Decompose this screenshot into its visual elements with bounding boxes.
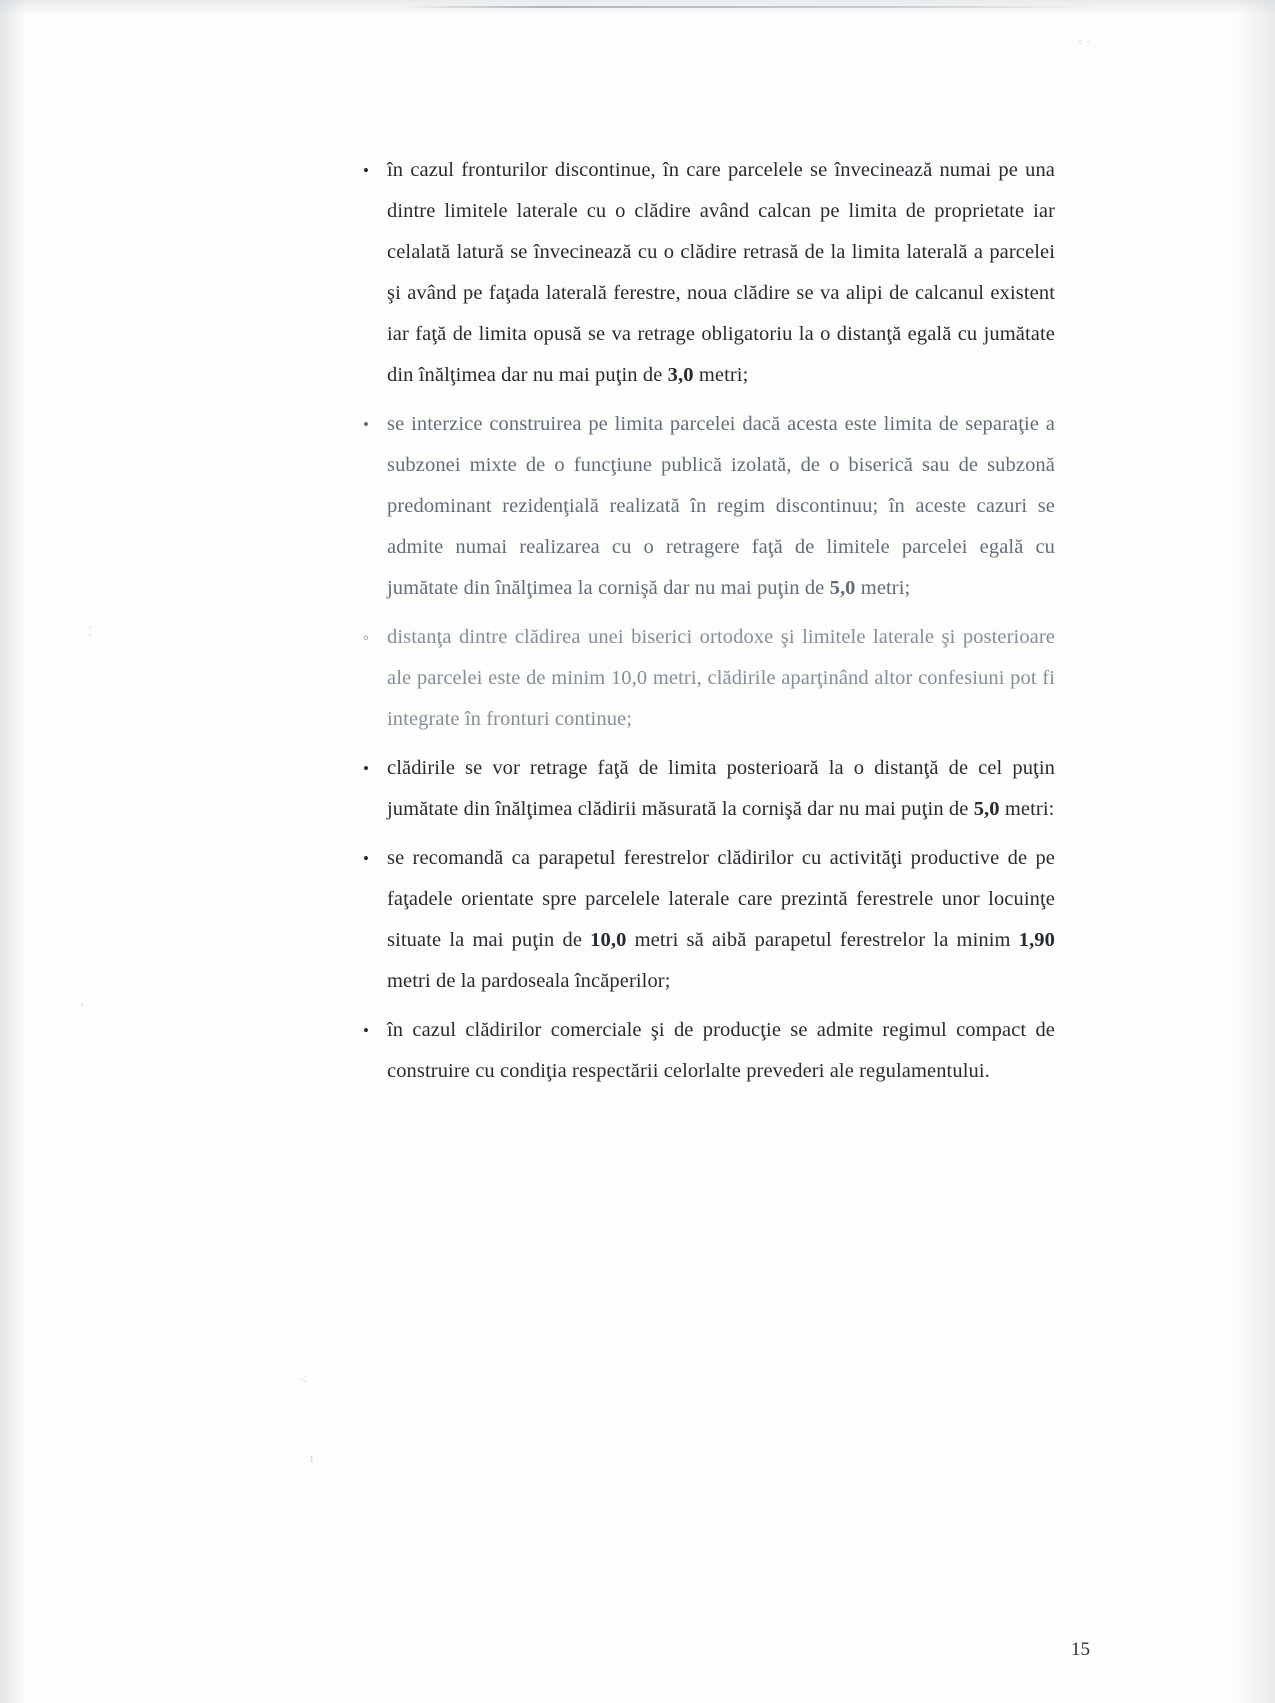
- regulation-bullet-list: [355, 150, 1055, 1092]
- text-run: distanţa dintre clădirea unei biserici ortodoxe şi limitele laterale şi posterioare ale parcelei este de minim: [387, 626, 1055, 689]
- bullet-marker-icon: •: [363, 161, 370, 180]
- bullet-item: [355, 748, 1055, 830]
- bullet-text: [387, 159, 1055, 386]
- text-run: metri de la pardoseala încăperilor;: [387, 970, 671, 992]
- text-run: în cazul clădirilor comerciale şi de producţie se admite regimul compact de construire cu condiţia respectării celorlalte prevederi ale regulamentului.: [387, 1019, 1055, 1082]
- text-run: se interzice construirea pe limita parcelei dacă acesta este limita de separaţie a subzonei mixte de o funcţiune publică izolată, de o biserică sau de subzonă predominant rezidenţială realizată în regim discontinuu; în aceste cazuri se admite numai realizarea cu o retragere faţă de limitele parcelei egală cu jumătate din înălţimea la cornişă dar nu mai puţin de: [387, 413, 1055, 599]
- bullet-item: [355, 617, 1055, 740]
- emphasis-value: 3,0: [667, 364, 694, 386]
- page-number: 15: [1071, 1639, 1090, 1660]
- scan-artifact-mark-bottom: ı: [310, 1450, 314, 1465]
- bullet-marker-icon: ◦: [363, 628, 370, 647]
- bullet-marker-icon: •: [363, 415, 370, 434]
- bullet-text: [387, 626, 1055, 730]
- bullet-text: [387, 1019, 1055, 1082]
- page-edge-shadow-left: [0, 0, 26, 1703]
- scan-artifact-mark-lower: ⁖: [300, 1372, 308, 1387]
- bullet-marker-icon: •: [363, 759, 370, 778]
- text-run: metri să aibă parapetul ferestrelor la minim: [626, 929, 1019, 951]
- text-run: metri;: [855, 577, 911, 599]
- page-body: [355, 150, 1055, 1100]
- bullet-item: [355, 150, 1055, 396]
- bullet-text: [387, 847, 1055, 992]
- bullet-marker-icon: •: [363, 1021, 370, 1040]
- scan-artifact-mark-left-mid: ʼ: [80, 1000, 85, 1015]
- text-run: clădirile se vor retrage faţă de limita posterioară la o distanţă de cel puţin jumătate din înălţimea clădirii măsurată la cornişă dar nu mai puţin de: [387, 757, 1055, 820]
- emphasis-value: 5,0: [829, 577, 856, 599]
- text-run: metri;: [693, 364, 749, 386]
- text-run: se recomandă ca parapetul ferestrelor clădirilor cu activităţi productive de pe faţadele orientate spre parcelele laterale care prezintă ferestrele unor locuinţe situate la mai puţin de: [387, 847, 1055, 951]
- emphasis-value: 1,90: [1018, 929, 1055, 951]
- text-run: 10,0: [610, 667, 648, 689]
- text-run: în cazul fronturilor discontinue, în care parcelele se învecinează numai pe una dintre limitele laterale cu o clădire având calcan pe limita de proprietate iar celalată latură se învecinează cu o clădire retrasă de la limita laterală a parcelei şi având pe faţada laterală ferestre, noua clădire se va alipi de calcanul existent iar faţă de limita opusă se va retrage obligatoriu la o distanţă egală cu jumătate din înălţimea dar nu mai puţin de: [387, 159, 1055, 386]
- page-edge-shadow-right: [1235, 0, 1275, 1703]
- scan-artifact-mark-left-upper: ⁚: [88, 624, 93, 639]
- emphasis-value: 10,0: [590, 929, 627, 951]
- scan-artifact-line: [400, 6, 1100, 8]
- bullet-text: [387, 413, 1055, 599]
- bullet-item: [355, 1010, 1055, 1092]
- bullet-marker-icon: •: [363, 849, 370, 868]
- bullet-item: [355, 838, 1055, 1002]
- scan-artifact-mark-top-right: ▫ ·: [1078, 34, 1091, 49]
- emphasis-value: 5,0: [973, 798, 1000, 820]
- text-run: metri:: [999, 798, 1055, 820]
- text-run: metri, clădirile aparţinând altor confesiuni pot fi integrate în fronturi continue;: [387, 667, 1055, 730]
- bullet-item: [355, 404, 1055, 609]
- bullet-text: [387, 757, 1055, 820]
